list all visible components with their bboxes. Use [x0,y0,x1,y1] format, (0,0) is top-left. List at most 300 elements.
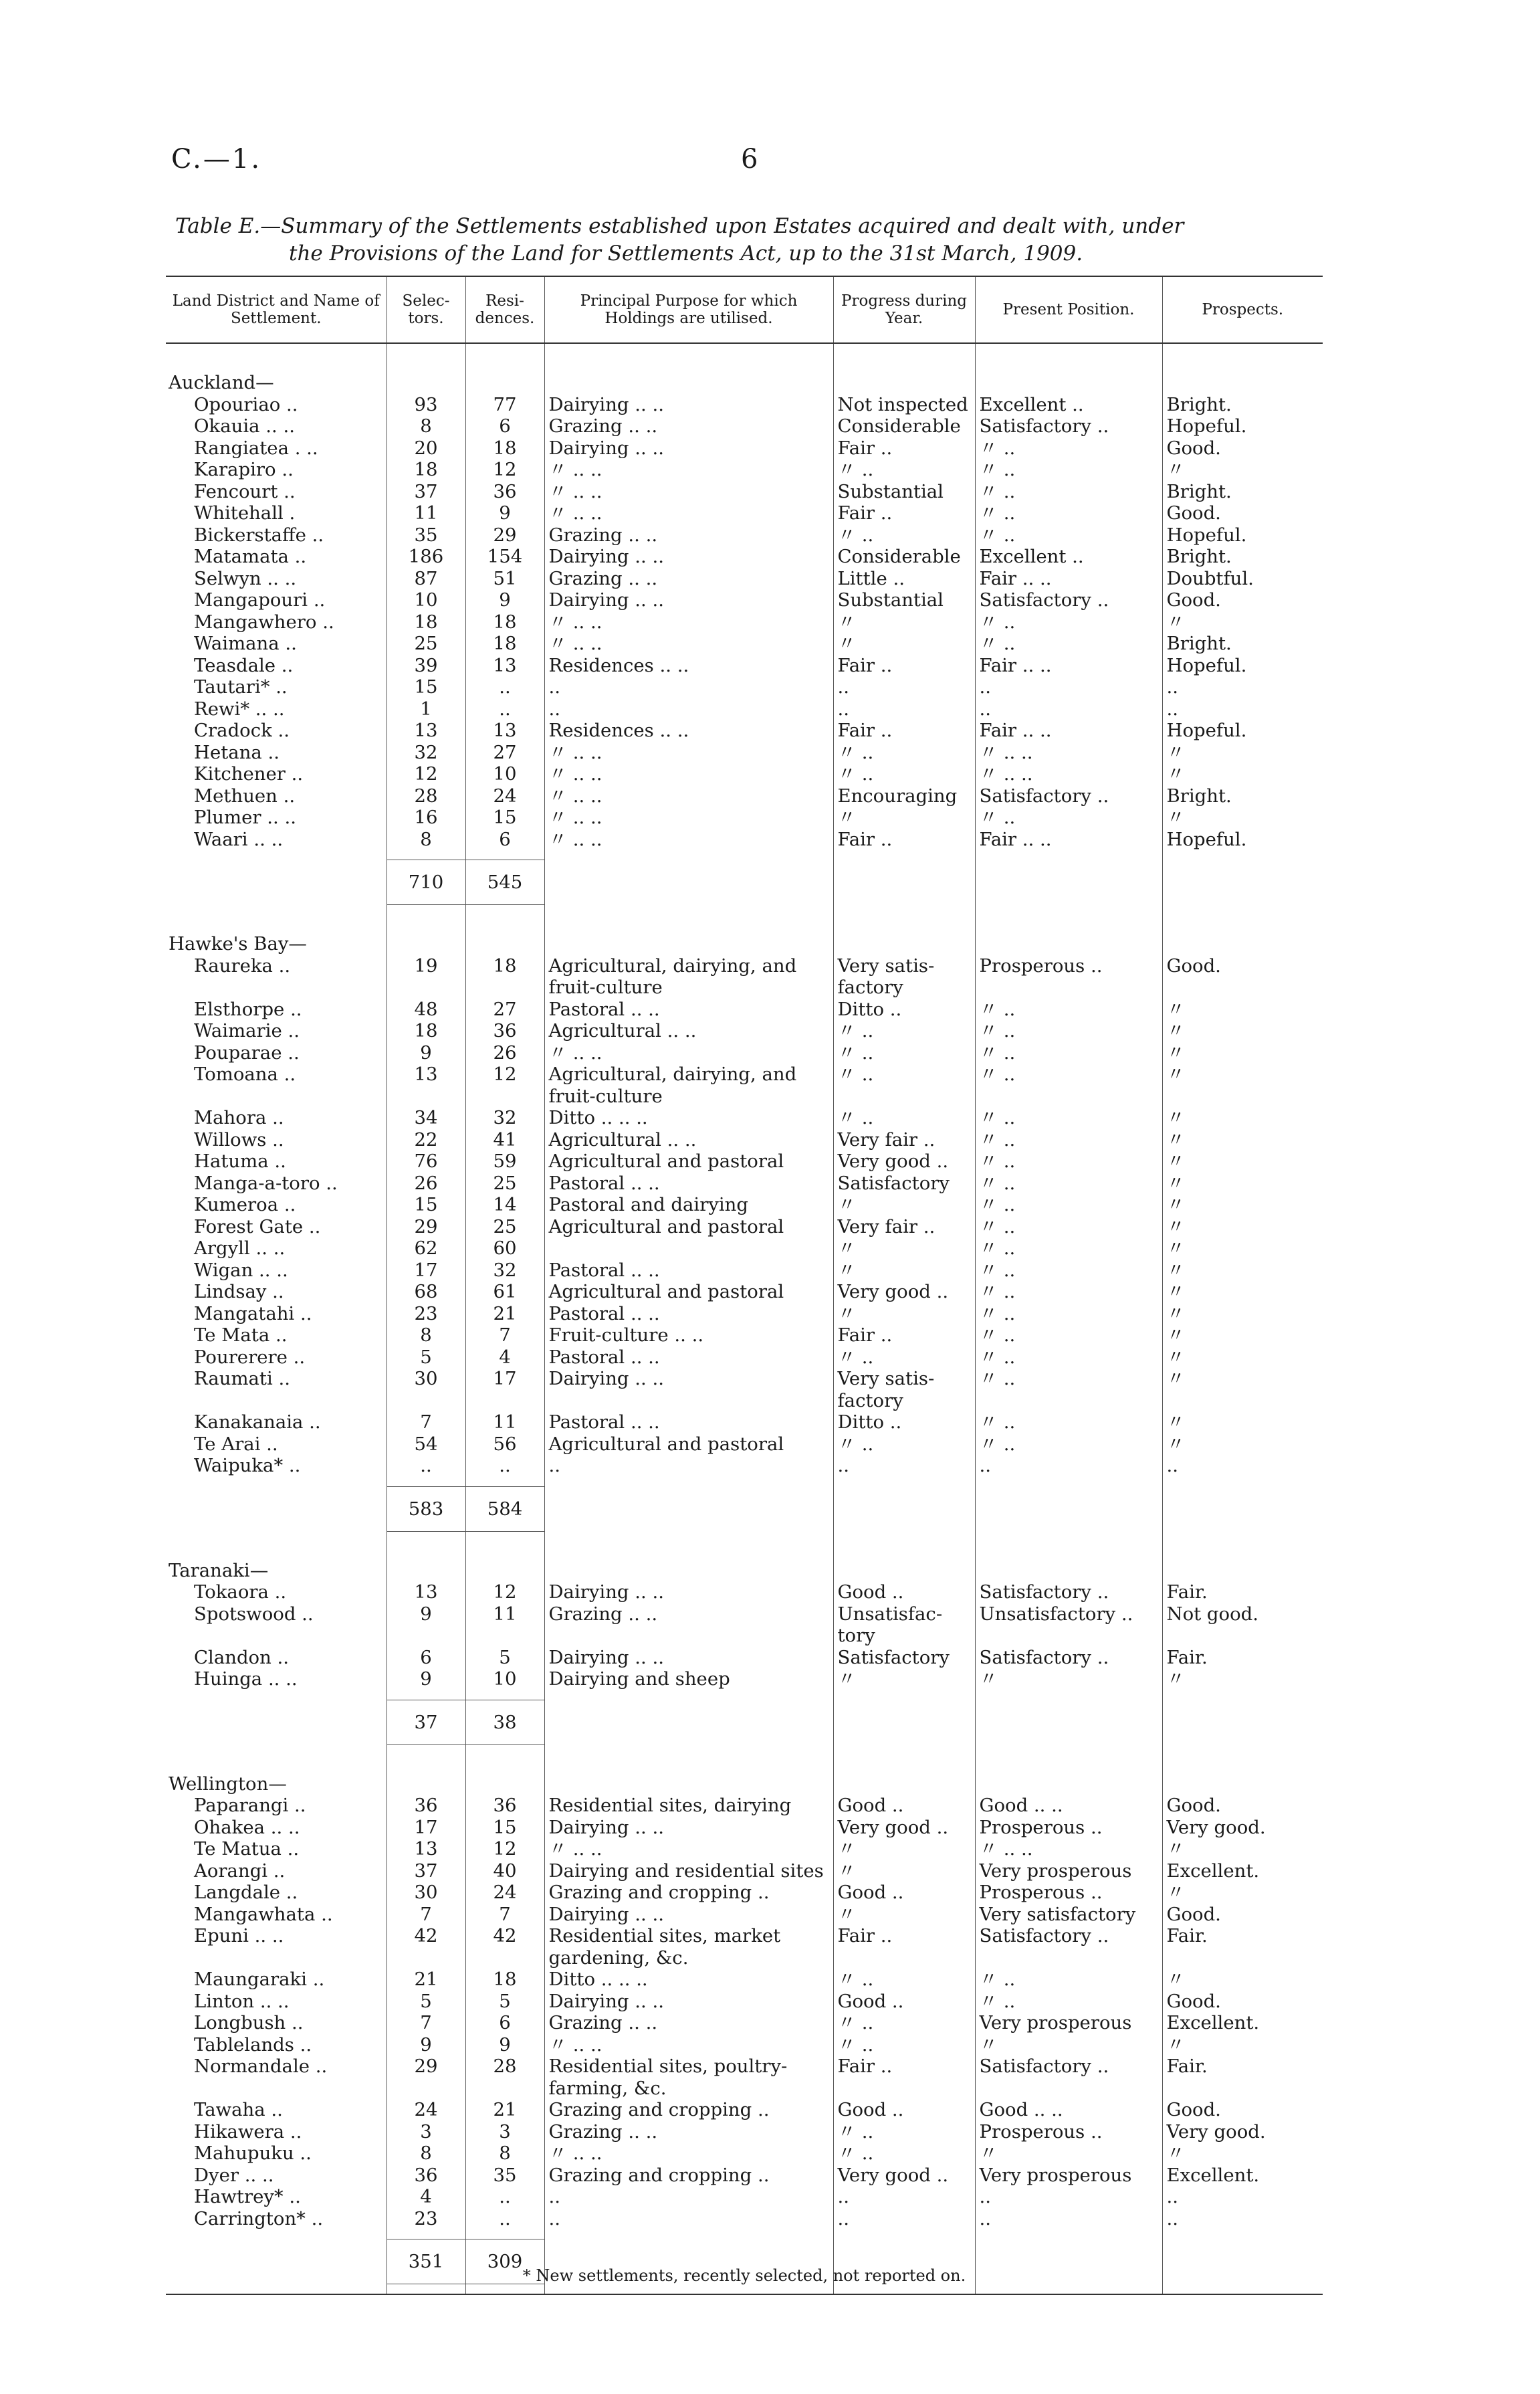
column-header-progress: Progress during Year. [833,276,975,343]
present-position: Good .. .. [975,1795,1162,1817]
empty-cell [465,1773,544,1795]
present-position: Prosperous .. [975,2121,1162,2143]
spacer-cell [465,905,544,934]
residences-count: .. [465,2208,544,2230]
prospects: .. [1162,676,1323,698]
table-row [166,502,1323,524]
table-row [166,1020,1323,1042]
progress-during-year: Unsatisfac-tory [833,1603,975,1647]
prospects: 〃 [1162,1433,1323,1456]
spacer-cell [166,1744,387,1773]
progress-during-year: Very satis-factory [833,955,975,999]
progress-during-year: .. [833,676,975,698]
spacer-cell [975,850,1162,860]
settlement-name: Carrington* .. [194,2207,324,2229]
prospects: .. [1162,2186,1323,2208]
residences-count: 18 [465,611,544,633]
progress-during-year: 〃 [833,1668,975,1690]
selectors-count: 34 [387,1107,465,1129]
spacer-cell [387,905,465,934]
table-row [166,955,1323,999]
empty-cell [544,933,833,955]
settlement-name: Selwyn .. .. [194,567,297,589]
selectors-count: 29 [387,2056,465,2099]
settlement-name: Waimarie .. [194,1020,300,1041]
spacer-cell [166,850,387,860]
principal-purpose: 〃 .. .. [544,1838,833,1860]
selectors-count: 4 [387,2186,465,2208]
spacer-cell [975,343,1162,372]
principal-purpose: Dairying .. .. [544,1647,833,1669]
present-position: Prosperous .. [975,955,1162,999]
principal-purpose: .. [544,2186,833,2208]
progress-during-year: 〃 .. [833,1346,975,1369]
caption-line-2: the Provisions of the Land for Settlements Act, up to the 31st March, 1909. [289,241,1083,266]
principal-purpose: 〃 .. .. [544,611,833,633]
selectors-count: 9 [387,2034,465,2056]
present-position: 〃 .. [975,1324,1162,1346]
progress-during-year: Very good .. [833,2165,975,2187]
principal-purpose: Grazing .. .. [544,1603,833,1647]
principal-purpose: Dairying .. .. [544,1904,833,1926]
prospects: 〃 [1162,611,1323,633]
present-position: 〃 .. [975,1433,1162,1456]
settlement-name: Raumati .. [194,1368,290,1389]
principal-purpose: Pastoral .. .. [544,1303,833,1325]
settlement-name: Argyll .. .. [194,1237,286,1259]
residences-count: 41 [465,1129,544,1151]
prospects: 〃 [1162,459,1323,481]
present-position: Unsatisfactory .. [975,1603,1162,1647]
settlement-name: Plumer .. .. [194,807,296,828]
prospects: 〃 [1162,742,1323,764]
table-row [166,698,1323,720]
table-row [166,1303,1323,1325]
selectors-count: 62 [387,1237,465,1260]
progress-during-year: 〃 .. [833,2142,975,2165]
settlement-name: Normandale .. [194,2056,328,2077]
principal-purpose: Dairying .. .. [544,1817,833,1839]
selectors-count: .. [387,1455,465,1477]
page-number: 6 [741,144,758,175]
prospects: 〃 [1162,807,1323,829]
settlement-name: Mangatahi .. [194,1302,312,1324]
spacer-cell [833,1744,975,1773]
column-header-residences: Resi-dences. [465,276,544,343]
residences-count: 5 [465,1647,544,1669]
progress-during-year: Very good .. [833,1151,975,1173]
present-position: 〃 .. .. [975,742,1162,764]
present-position: 〃 .. [975,481,1162,503]
present-position: Satisfactory .. [975,415,1162,437]
present-position: 〃 .. [975,1260,1162,1282]
selectors-count: 5 [387,1991,465,2013]
table-row [166,807,1323,829]
spacer-cell [465,850,544,860]
prospects: 〃 [1162,1838,1323,1860]
progress-during-year: 〃 [833,633,975,655]
residences-count: 61 [465,1281,544,1303]
selectors-total: 710 [387,860,465,905]
progress-during-year: Good .. [833,1991,975,2013]
progress-during-year: .. [833,2186,975,2208]
progress-during-year: 〃 [833,1904,975,1926]
residences-count: 40 [465,1860,544,1882]
spacer-cell [544,2284,833,2295]
empty-cell [975,1486,1162,1531]
principal-purpose: Grazing .. .. [544,524,833,546]
progress-during-year: Fair .. [833,655,975,677]
settlement-name: Tokaora .. [194,1581,287,1603]
progress-during-year: 〃 [833,1260,975,1282]
present-position: 〃 .. [975,1151,1162,1173]
table-caption [175,213,1339,268]
selectors-count: 30 [387,1368,465,1411]
caption-line-1: Table E.—Summary of the Settlements established upon Estates acquired and dealt with, under [175,214,1184,238]
prospects: 〃 [1162,2142,1323,2165]
progress-during-year: 〃 .. [833,524,975,546]
selectors-count: 11 [387,502,465,524]
principal-purpose: .. [544,1455,833,1477]
prospects: 〃 [1162,763,1323,785]
settlement-name: Linton .. .. [194,1990,290,2012]
present-position: 〃 .. [975,1237,1162,1260]
selectors-count: 7 [387,1904,465,1926]
principal-purpose: Dairying .. .. [544,1581,833,1603]
empty-cell [544,1773,833,1795]
table-row [166,2165,1323,2187]
empty-cell [544,372,833,394]
principal-purpose: Agricultural and pastoral [544,1216,833,1238]
residences-count: 12 [465,1581,544,1603]
district-name: Taranaki— [169,1559,269,1581]
prospects: 〃 [1162,2034,1323,2056]
spacer-cell [387,2229,465,2239]
principal-purpose: Agricultural .. .. [544,1129,833,1151]
present-position: .. [975,698,1162,720]
present-position: 〃 .. [975,1969,1162,1991]
column-header-purpose: Principal Purpose for which Holdings are utilised. [544,276,833,343]
present-position: 〃 [975,1668,1162,1690]
spacer-cell [544,343,833,372]
table-row [166,1107,1323,1129]
prospects: .. [1162,2208,1323,2230]
spacer-cell [465,2229,544,2239]
table-row [166,999,1323,1021]
spacer-cell [465,2284,544,2295]
spacer-cell [975,1477,1162,1487]
settlement-name: Mahora .. [194,1107,284,1128]
settlements-table [166,276,1323,2295]
principal-purpose: 〃 .. .. [544,807,833,829]
principal-purpose: Pastoral .. .. [544,1173,833,1195]
prospects: 〃 [1162,1173,1323,1195]
progress-during-year: Considerable [833,546,975,568]
present-position: 〃 [975,2034,1162,2056]
progress-during-year: Satisfactory [833,1173,975,1195]
empty-cell [1162,1560,1323,1582]
empty-cell [387,1773,465,1795]
settlement-name: Fencourt .. [194,480,296,502]
progress-during-year: Encouraging [833,785,975,807]
residences-count: 8 [465,2142,544,2165]
empty-cell [1162,933,1323,955]
prospects: Good. [1162,589,1323,611]
present-position: 〃 .. [975,807,1162,829]
residences-count: 18 [465,955,544,999]
selectors-count: 9 [387,1042,465,1064]
table-row [166,2186,1323,2208]
table-row [166,2142,1323,2165]
table-row [166,1991,1323,2013]
residences-count: 15 [465,1817,544,1839]
prospects: Hopeful. [1162,524,1323,546]
selectors-count: 13 [387,1581,465,1603]
table-row [166,1882,1323,1904]
progress-during-year: 〃 .. [833,1107,975,1129]
principal-purpose: Grazing and cropping .. [544,1882,833,1904]
spacer-cell [387,850,465,860]
progress-during-year: Fair .. [833,1324,975,1346]
table-row [166,1042,1323,1064]
progress-during-year: .. [833,1455,975,1477]
settlements-table-container [166,276,1323,2295]
residences-count: 27 [465,999,544,1021]
column-header-settlement: Land District and Name of Settlement. [166,276,387,343]
table-row [166,655,1323,677]
empty-cell [975,860,1162,905]
selectors-count: 12 [387,763,465,785]
table-row [166,1969,1323,1991]
present-position: 〃 .. .. [975,1838,1162,1860]
empty-cell [387,372,465,394]
spacer-cell [1162,2284,1323,2295]
prospects: 〃 [1162,1969,1323,1991]
present-position: 〃 .. [975,1194,1162,1216]
settlement-name: Te Mata .. [194,1324,288,1346]
residences-count: 36 [465,1020,544,1042]
spacer-cell [544,850,833,860]
principal-purpose [544,1237,833,1260]
spacer-cell [975,1690,1162,1700]
district-name: Auckland— [169,372,274,393]
residences-count: 77 [465,394,544,416]
principal-purpose: Grazing and cropping .. [544,2099,833,2121]
prospects: Good. [1162,1904,1323,1926]
selectors-count: 17 [387,1817,465,1839]
progress-during-year: 〃 [833,807,975,829]
footnote: * New settlements, recently selected, not reported on. [522,2266,966,2285]
spacer-cell [833,850,975,860]
district-total-row [166,1486,1323,1531]
residences-count: 10 [465,1668,544,1690]
table-row [166,1129,1323,1151]
selectors-count: 23 [387,2208,465,2230]
spacer-cell [166,2229,387,2239]
spacer-cell [166,2284,387,2295]
spacer-cell [544,905,833,934]
residences-count: 35 [465,2165,544,2187]
present-position: Good .. .. [975,2099,1162,2121]
residences-count: 11 [465,1411,544,1433]
table-row [166,2034,1323,2056]
selectors-count: 19 [387,955,465,999]
progress-during-year: 〃 .. [833,459,975,481]
residences-count: 56 [465,1433,544,1456]
principal-purpose: Dairying .. .. [544,437,833,460]
spacer-cell [833,1531,975,1560]
present-position: 〃 .. [975,1411,1162,1433]
present-position: .. [975,1455,1162,1477]
prospects: Bright. [1162,785,1323,807]
empty-cell [166,860,387,905]
selectors-count: 18 [387,459,465,481]
principal-purpose: Dairying .. .. [544,1368,833,1411]
table-row [166,1603,1323,1647]
spacer-row [166,905,1323,934]
settlement-name: Waari .. .. [194,828,284,850]
spacer-cell [387,2284,465,2295]
residences-count: 3 [465,2121,544,2143]
spacer-cell [833,343,975,372]
selectors-count: 6 [387,1647,465,1669]
selectors-count: 186 [387,546,465,568]
empty-cell [833,1486,975,1531]
selectors-count: 1 [387,698,465,720]
principal-purpose: .. [544,698,833,720]
settlement-name: Ohakea .. .. [194,1816,300,1838]
prospects: Good. [1162,502,1323,524]
prospects: Excellent. [1162,2165,1323,2187]
table-row [166,1411,1323,1433]
district-heading-row [166,1560,1323,1582]
district-heading-row [166,1773,1323,1795]
residences-count: 25 [465,1216,544,1238]
empty-cell [833,372,975,394]
present-position: Very prosperous [975,1860,1162,1882]
prospects: Fair. [1162,1581,1323,1603]
selectors-count: 16 [387,807,465,829]
principal-purpose: Grazing and cropping .. [544,2165,833,2187]
principal-purpose: Ditto .. .. .. [544,1969,833,1991]
spacer-cell [975,1744,1162,1773]
prospects: Bright. [1162,633,1323,655]
present-position: Prosperous .. [975,1882,1162,1904]
spacer-row [166,1531,1323,1560]
settlement-name: Forest Gate .. [194,1215,321,1237]
principal-purpose: Dairying and residential sites [544,1860,833,1882]
district-total-row [166,860,1323,905]
present-position: 〃 .. [975,1991,1162,2013]
table-row [166,415,1323,437]
principal-purpose: Dairying .. .. [544,394,833,416]
settlement-name: Kanakanaia .. [194,1411,321,1433]
table-row [166,2208,1323,2230]
principal-purpose: 〃 .. .. [544,1042,833,1064]
selectors-count: 13 [387,1064,465,1107]
present-position: Very prosperous [975,2165,1162,2187]
prospects: Fair. [1162,1647,1323,1669]
spacer-cell [975,905,1162,934]
present-position: 〃 [975,2142,1162,2165]
table-row [166,633,1323,655]
principal-purpose: Agricultural and pastoral [544,1151,833,1173]
settlement-name: Willows .. [194,1128,284,1151]
selectors-count: 18 [387,611,465,633]
district-name: Hawke's Bay— [169,933,307,955]
settlement-name: Mangawhero .. [194,611,334,633]
progress-during-year: 〃 [833,1194,975,1216]
spacer-cell [1162,1531,1323,1560]
present-position: .. [975,676,1162,698]
spacer-cell [166,1477,387,1487]
settlement-name: Lindsay .. [194,1281,284,1302]
table-row [166,720,1323,742]
selectors-count: 21 [387,1969,465,1991]
prospects: Very good. [1162,2121,1323,2143]
table-row [166,742,1323,764]
residences-count: 28 [465,2056,544,2099]
principal-purpose: Pastoral .. .. [544,1260,833,1282]
prospects: Good. [1162,1795,1323,1817]
spacer-cell [975,1531,1162,1560]
prospects: 〃 [1162,1260,1323,1282]
settlement-name: Tawaha .. [194,2099,283,2120]
residences-count: 15 [465,807,544,829]
present-position: Fair .. .. [975,720,1162,742]
spacer-cell [833,2284,975,2295]
district-heading-row [166,372,1323,394]
present-position: 〃 .. .. [975,763,1162,785]
residences-total: 38 [465,1700,544,1744]
settlement-name: Pourerere .. [194,1346,306,1368]
table-row [166,1817,1323,1839]
present-position: Satisfactory .. [975,1647,1162,1669]
settlement-name: Rewi* .. .. [194,698,285,720]
principal-purpose: 〃 .. .. [544,2142,833,2165]
settlement-name: Mangapouri .. [194,589,326,611]
spacer-cell [833,2229,975,2239]
present-position: Satisfactory .. [975,1581,1162,1603]
progress-during-year: Fair .. [833,502,975,524]
spacer-cell [465,1744,544,1773]
prospects: 〃 [1162,1042,1323,1064]
settlement-name: Waipuka* .. [194,1455,301,1476]
selectors-count: 24 [387,2099,465,2121]
residences-count: .. [465,1455,544,1477]
residences-count: 59 [465,1151,544,1173]
selectors-count: 9 [387,1603,465,1647]
selectors-total: 583 [387,1486,465,1531]
residences-count: 9 [465,2034,544,2056]
spacer-cell [387,1477,465,1487]
selectors-count: 10 [387,589,465,611]
table-row [166,546,1323,568]
principal-purpose: Dairying .. .. [544,546,833,568]
principal-purpose: Agricultural, dairying, and fruit-culture [544,1064,833,1107]
selectors-count: 17 [387,1260,465,1282]
settlement-name: Raureka .. [194,955,291,977]
table-row [166,1433,1323,1456]
progress-during-year: 〃 [833,1860,975,1882]
selectors-count: 3 [387,2121,465,2143]
empty-cell [833,1560,975,1582]
selectors-count: 93 [387,394,465,416]
spacer-cell [387,1690,465,1700]
progress-during-year: 〃 [833,1303,975,1325]
present-position: Satisfactory .. [975,2056,1162,2099]
residences-count: 36 [465,1795,544,1817]
